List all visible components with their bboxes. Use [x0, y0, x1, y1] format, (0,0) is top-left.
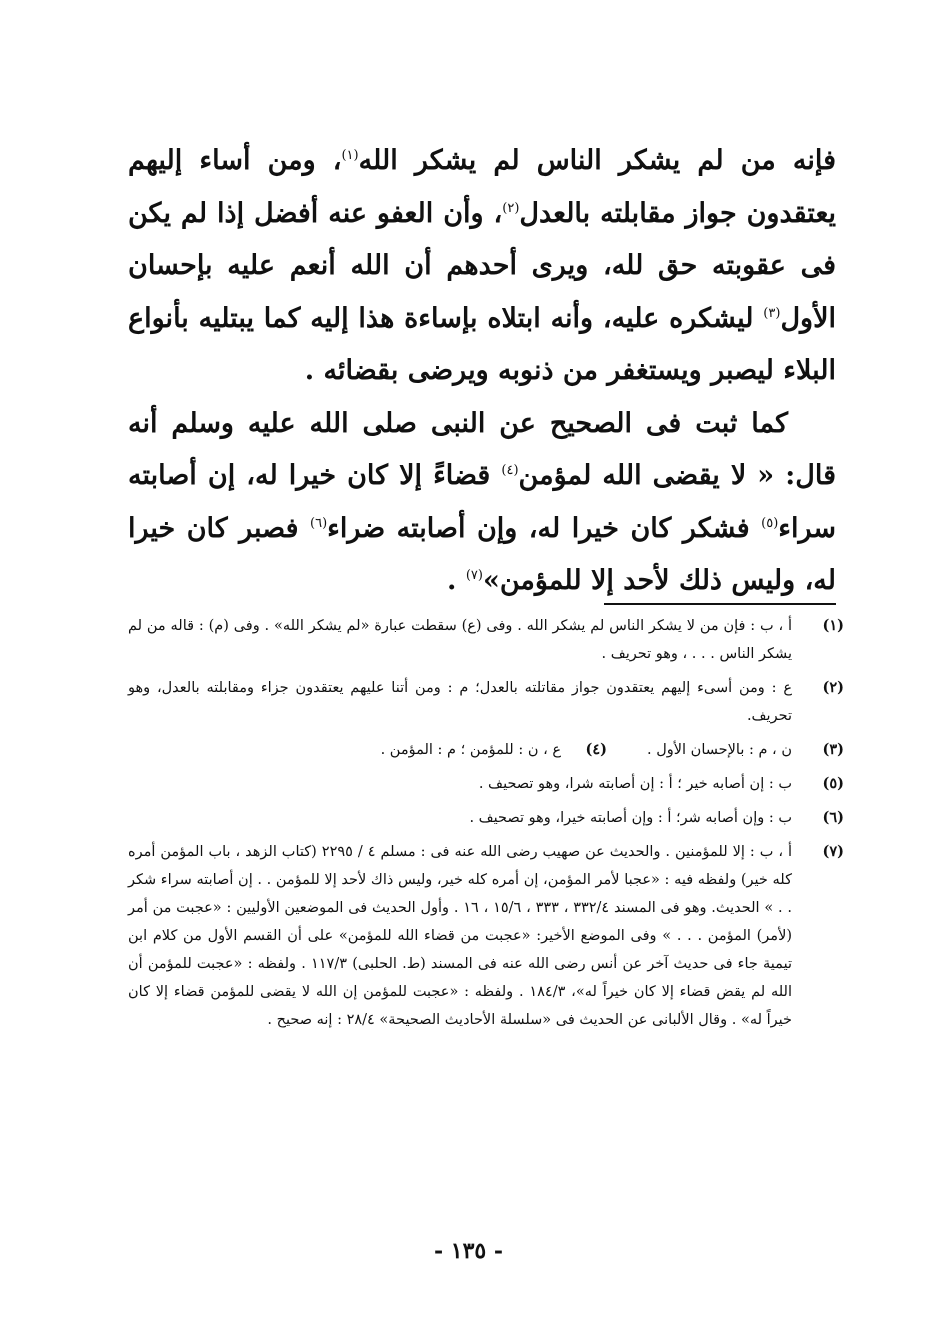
paragraph-1	[128, 135, 836, 398]
footnotes	[128, 612, 844, 1040]
footnote-text: ع ، ن : للمؤمن ؛ م : المؤمن .	[380, 742, 562, 758]
footnote-7	[128, 838, 844, 1034]
paragraph-1-part-a: فإنه من لم يشكر الناس لم يشكر الله	[358, 145, 836, 176]
footnote-5	[128, 770, 844, 798]
footnote-2	[128, 674, 844, 730]
paragraph-2-part-d: فصبر كان خيرا له، وليس ذلك لأحد إلا للمؤمن»	[128, 512, 836, 596]
paragraph-2	[128, 398, 836, 608]
footnote-number: (٦)	[822, 809, 844, 826]
footnote-text: ب : إن أصابه خير ؛ أ : إن أصابته شرا، وهو تصحيف .	[478, 776, 792, 792]
paragraph-1-part-d: ليشكره عليه، وأنه ابتلاه بإساءة هذا إليه كما يبتليه بأنواع البلاء ليصبر ويستغفر من ذنوبه ويرضى بقضائه .	[128, 302, 836, 386]
page-number: - ١٣٥ -	[433, 1238, 504, 1264]
footnote-number: (٤)	[585, 741, 608, 758]
footnote-number: (٥)	[822, 775, 844, 792]
footnote-ref-6[interactable]: (٦)	[310, 515, 328, 531]
footnote-number: (٣)	[822, 741, 844, 758]
footnote-ref-3[interactable]: (٣)	[763, 305, 781, 321]
footnote-ref-1[interactable]: (١)	[341, 148, 359, 163]
footnote-3	[647, 736, 844, 764]
footnote-text: أ ، ب : فإن من لا يشكر الناس لم يشكر الله . وفى (ع) سقطت عبارة «لم يشكر الله» . وفى (م) : قاله من لم يشكر الناس . . . ، وهو تحريف .	[128, 618, 792, 662]
footnote-number: (٢)	[822, 679, 844, 696]
footnote-ref-2[interactable]: (٢)	[502, 200, 520, 216]
footnote-text: ع : ومن أسىء إليهم يعتقدون جواز مقاتلته بالعدل؛ م : ومن أتنا عليهم يعتقدون جزاء ومقابلته بالعدل، وهو تحريف.	[128, 680, 792, 724]
footnote-1	[128, 612, 844, 668]
footnote-number: (١)	[822, 617, 844, 634]
paragraph-2-part-a: كما ثبت فى الصحيح عن النبى صلى الله عليه وسلم أنه قال: « لا يقضى الله لمؤمن	[128, 407, 836, 491]
footnote-4	[381, 736, 607, 764]
footnote-ref-7[interactable]: (٧)	[465, 568, 483, 583]
footnote-number: (٧)	[822, 843, 844, 860]
paragraph-1-part-c: ، وأن العفو عنه أفضل إذا لم يكن فى عقوبته حق لله، ويرى أحدهم أن الله أنعم عليه بإحسان الأول	[128, 197, 836, 334]
footnote-text: ن ، م : بالإحسان الأول .	[647, 742, 792, 758]
footnote-text: ب : وإن أصابه شر؛ أ : وإن أصابته خيرا، وهو تصحيف .	[469, 810, 792, 826]
paragraph-2-part-c: فشكر كان خيرا له، وإن أصابته ضراء	[327, 512, 762, 544]
footnote-ref-4[interactable]: (٤)	[501, 463, 519, 478]
main-text	[128, 135, 836, 608]
footnote-divider	[604, 603, 836, 605]
footnote-ref-5[interactable]: (٥)	[761, 515, 779, 531]
footnote-6	[128, 804, 844, 832]
paragraph-2-part-e: .	[447, 565, 466, 596]
footnote-pair-3-4	[128, 736, 844, 764]
footnote-text: أ ، ب : إلا للمؤمنين . والحديث عن صهيب رضى الله عنه فى : مسلم ٤ / ٢٢٩٥ (كتاب الزهد ، باب المؤمن أمره كله خير) ولفظه فيه : «عجبا لأمر المؤمن، إن أمره كله خير، وليس ذاك لأحد إلا للمؤمن . . إن أصابته سراء شكر . . » الحديث. وهو فى المسند ٣٣٢/٤ ، ٣٣٣ ، ١٥/٦ ، ١٦ . وأول الحديث فى الموضعين الأوليين : «عجبت من أمر (لأمر) المؤمن . . . » وفى الموضع الأخير: «عجبت من قضاء الله للمؤمن» على أن القسم الأول من كلام ابن تيمية جاء فى حديث آخر عن أنس رضى الله عنه فى المسند (ط. الحلبى) ١١٧/٣ . ولفظه : «عجبت للمؤمن أن الله لم يقض قضاء إلا كان خيراً له»، ١٨٤/٣ . ولفظه : «عجبت للمؤمن إن الله لا يقضى للمؤمن قضاء إلا كان خيراً له» . وقال الألبانى عن الحديث فى «سلسلة الأحاديث الصحيحة» ٢٨/٤ : إنه صحيح .	[128, 844, 792, 1028]
paragraph-1-part-b: ، ومن أساء إليهم يعتقدون جواز مقابلته بالعدل	[128, 145, 836, 229]
paragraph-2-part-b: قضاءً إلا كان خيرا له، إن أصابته سراء	[128, 460, 836, 544]
